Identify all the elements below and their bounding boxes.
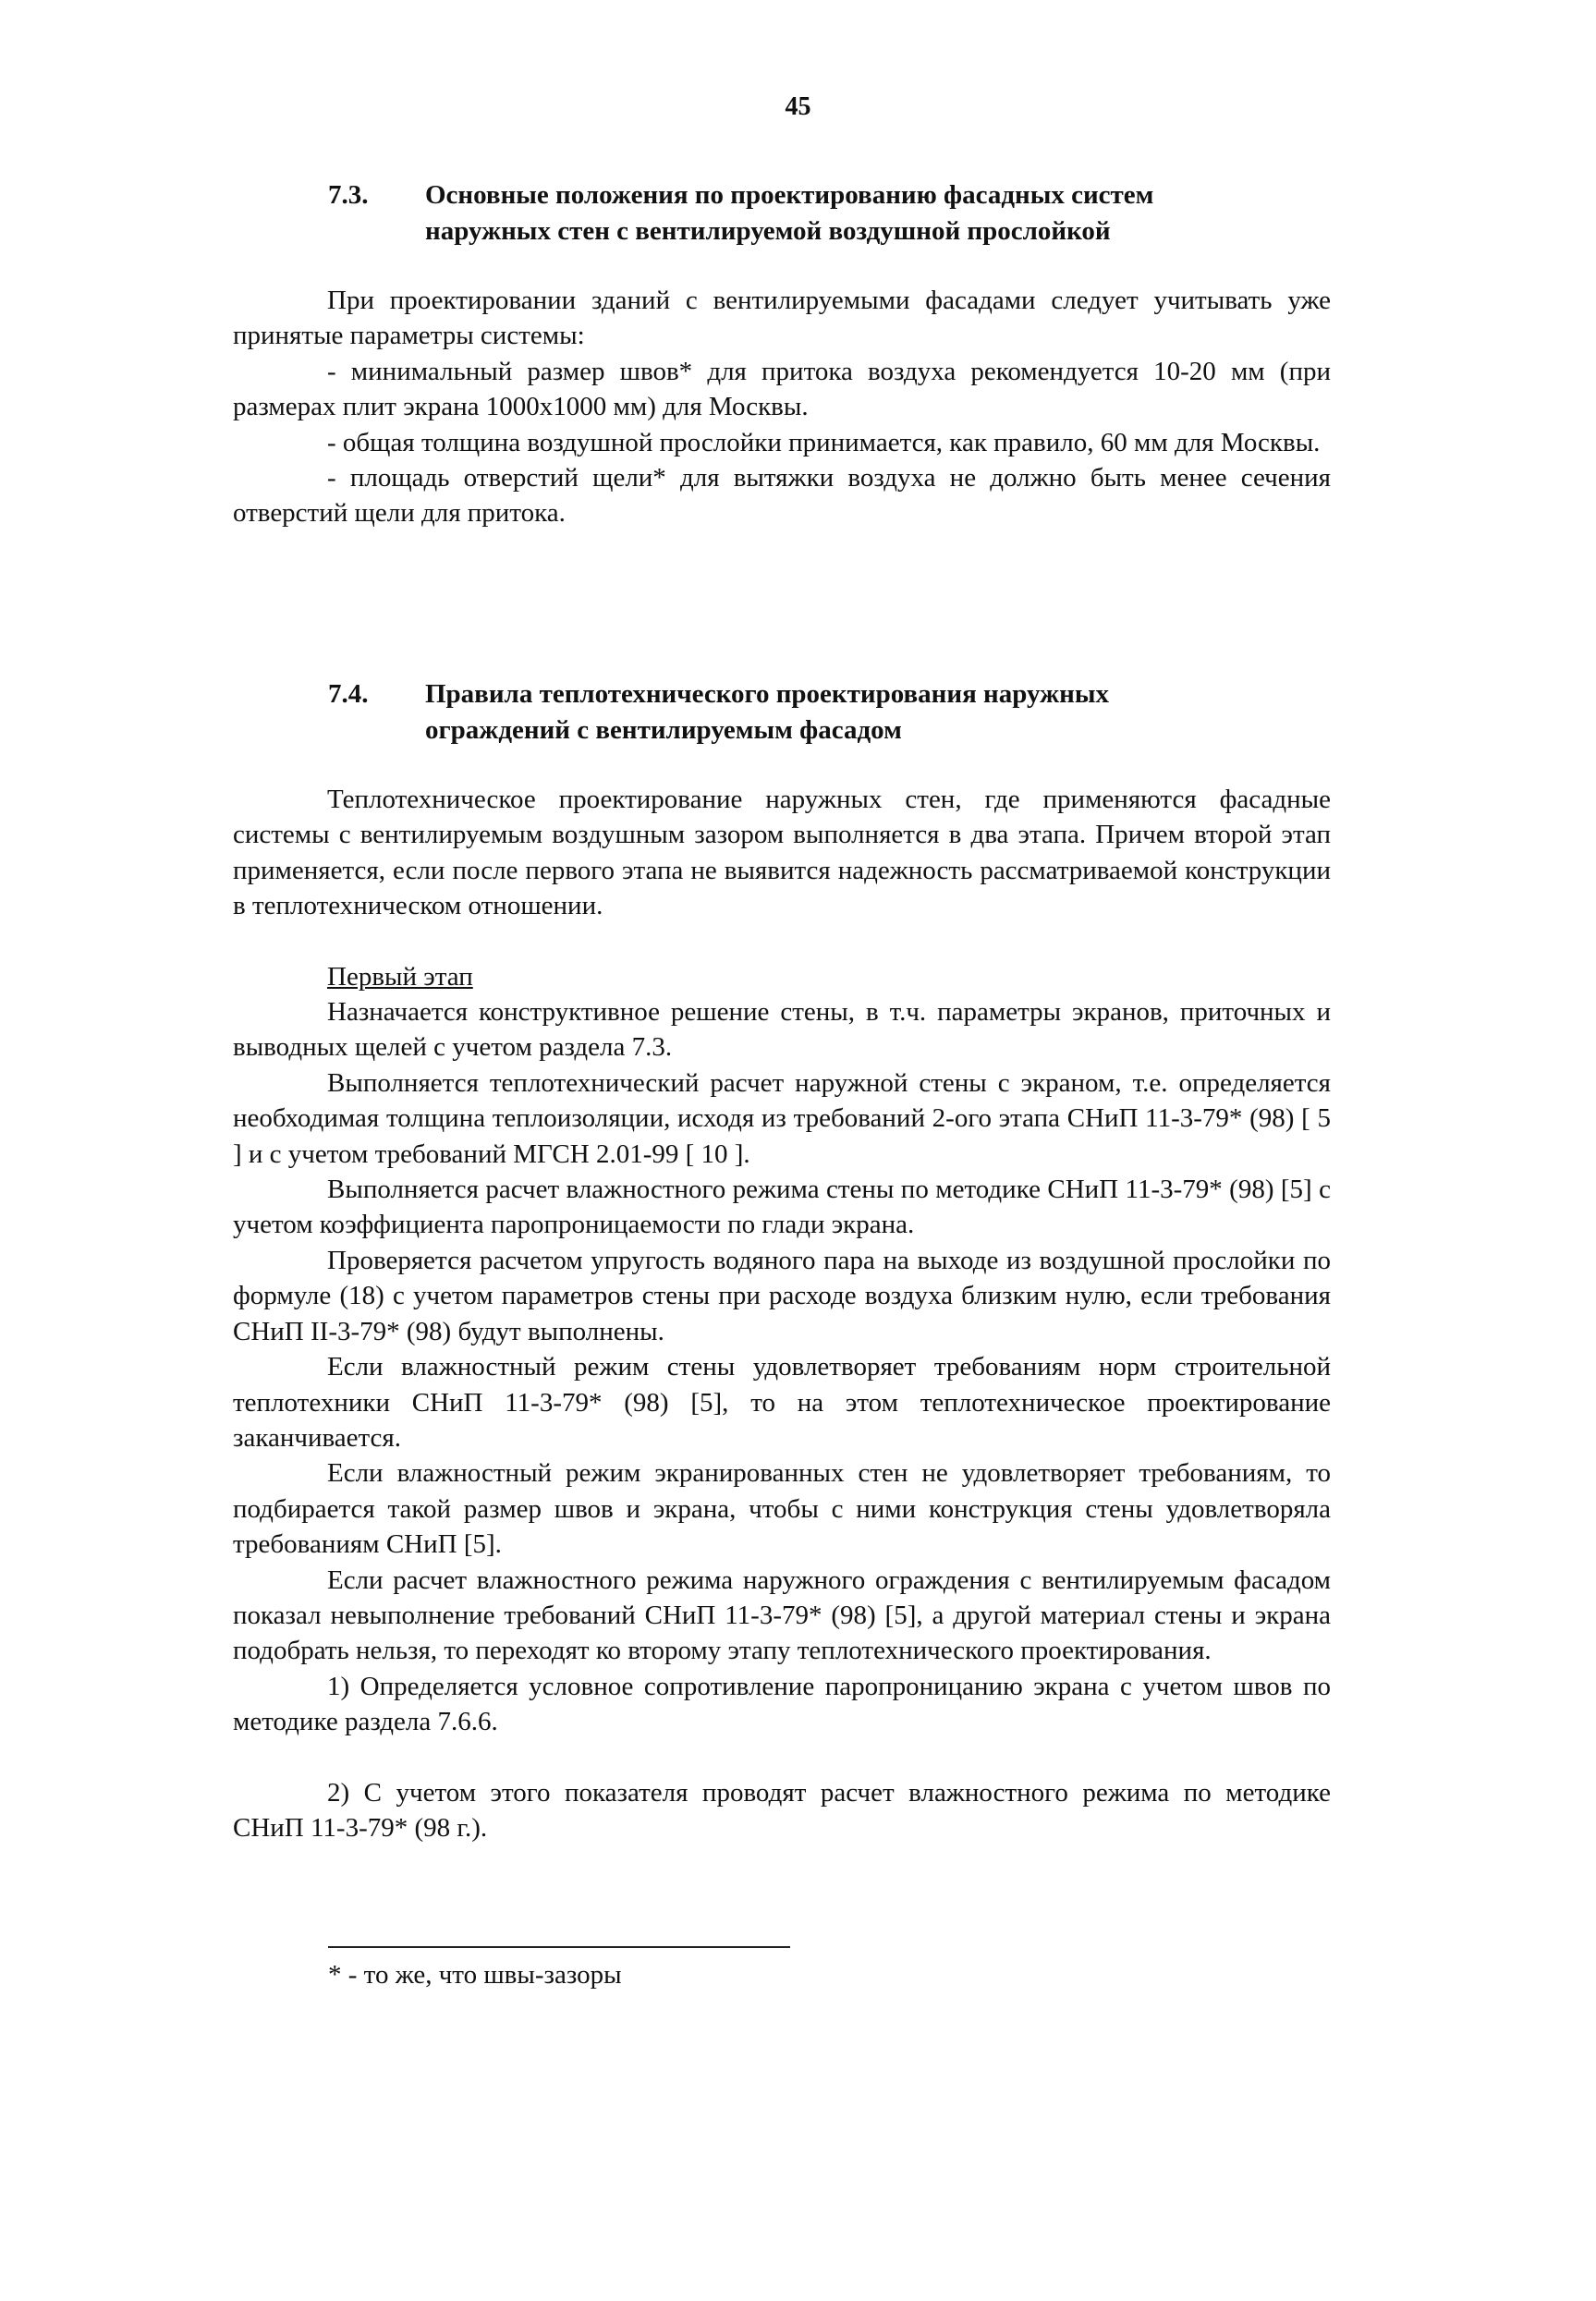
paragraph: Если влажностный режим экранированных стен не удовлетворяет требованиям, то подбирается такой размер швов и экрана, чтобы с ними конструкция стены удовлетворяла требованиям СНиП [5]. (233, 1458, 1331, 1560)
page-number: 45 (785, 92, 811, 121)
paragraph: Выполняется теплотехнический расчет наружной стены с экраном, т.е. определяется необходимая толщина теплоизоляции, исходя из требований 2-ого этапа СНиП 11-3-79* (98) [ 5 ] и с учетом требований МГСН 2.01-99 [ 10 ]. (233, 1067, 1331, 1169)
section-7-3-heading (328, 177, 1331, 250)
paragraph: - минимальный размер швов* для притока воздуха рекомендуется 10-20 мм (при размерах плит экрана 1000x1000 мм) для Москвы. (233, 356, 1331, 422)
section-title: Основные положения по проектированию фасадных систем наружных стен с вентилируемой воздушной прослойкой (425, 180, 1154, 246)
paragraph: Если влажностный режим стены удовлетворяет требованиям норм строительной теплотехники СНиП 11-3-79* (98) [5], то на этом теплотехническое проектирование заканчивается. (233, 1352, 1331, 1453)
paragraph: Если расчет влажностного режима наружного ограждения с вентилируемым фасадом показал невыполнение требований СНиП 11-3-79* (98) [5], а другой материал стены и экрана подобрать нельзя, то переходят ко второму этапу теплотехнического проектирования. (233, 1564, 1331, 1666)
section-7-4-heading (328, 676, 1331, 749)
section-number: 7.3. (328, 180, 369, 210)
section-title: Правила теплотехнического проектирования наружных ограждений с вентилируемым фасадом (425, 679, 1109, 745)
footnote-divider (328, 1946, 790, 1948)
paragraph: 2) С учетом этого показателя проводят расчет влажностного режима по методике СНиП 11-3-79* (98 г.). (233, 1777, 1331, 1843)
paragraph: Теплотехническое проектирование наружных стен, где применяются фасадные системы с вентилируемым воздушным зазором выполняется в два этапа. Причем второй этап применяется, если после первого этапа не выявится надежность рассматриваемой конструкции в теплотехническом отношении. (233, 785, 1331, 921)
paragraph: Выполняется расчет влажностного режима стены по методике СНиП 11-3-79* (98) [5] с учетом коэффициента паропроницаемости по глади экрана. (233, 1175, 1331, 1240)
section-number: 7.4. (328, 679, 369, 709)
paragraph: 1) Определяется условное сопротивление паропроницанию экрана с учетом швов по методике раздела 7.6.6. (233, 1671, 1331, 1737)
section-7-4-body (233, 782, 1331, 1845)
footnote: * - то же, что швы-зазоры (328, 1960, 622, 1990)
paragraph: - общая толщина воздушной прослойки принимается, как правило, 60 мм для Москвы. (327, 427, 1321, 457)
paragraph: Назначается конструктивное решение стены, в т.ч. параметры экранов, приточных и выводных щелей с учетом раздела 7.3. (233, 997, 1331, 1063)
first-stage-heading: Первый этап (327, 961, 473, 992)
paragraph: - площадь отверстий щели* для вытяжки воздуха не должно быть менее сечения отверстий щели для притока. (233, 463, 1331, 529)
section-7-3-body (233, 283, 1331, 531)
paragraph: Проверяется расчетом упругость водяного пара на выходе из воздушной прослойки по формуле (18) с учетом параметров стены при расходе воздуха близким нулю, если требования СНиП II-3-79* (98) будут выполнены. (233, 1245, 1331, 1346)
paragraph: При проектировании зданий с вентилируемыми фасадами следует учитывать уже принятые параметры системы: (233, 286, 1331, 351)
